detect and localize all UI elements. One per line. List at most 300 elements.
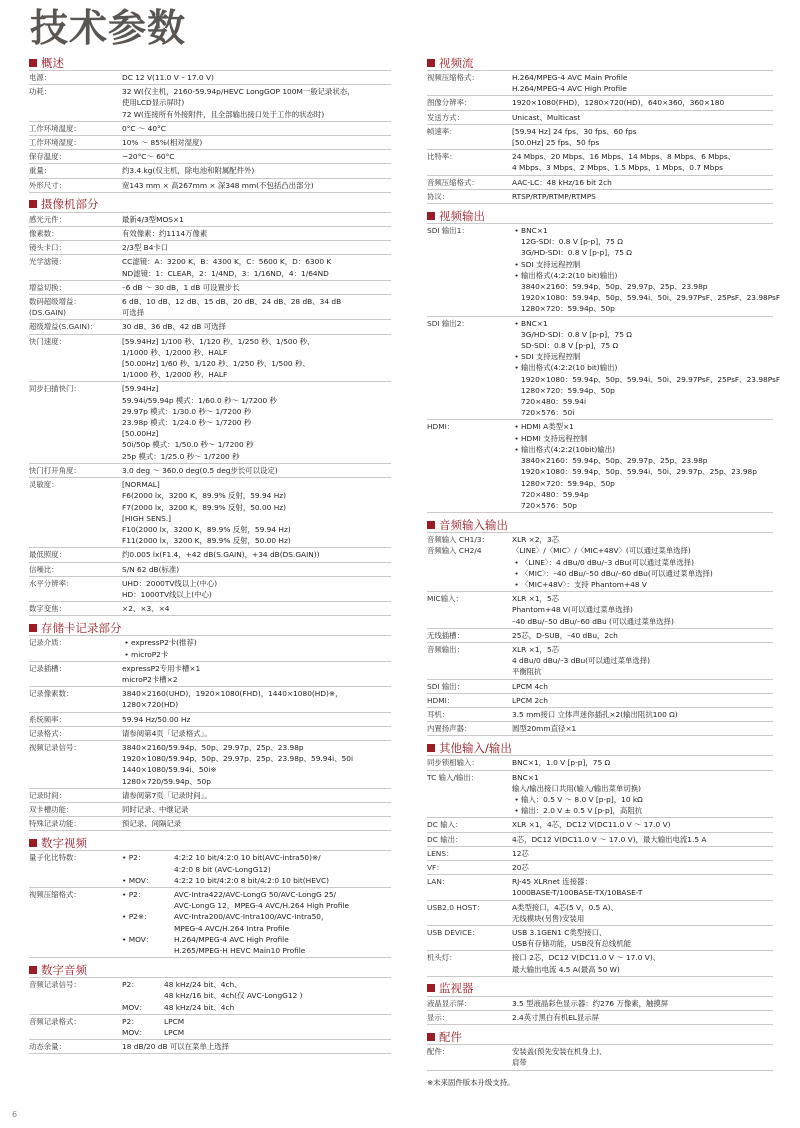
- spec-value: [512, 72, 773, 94]
- spec-label: TC 输入/输出：: [427, 772, 479, 782]
- bullet-text: 输出：2.0 V ± 0.5 V [p-p]，高阻抗: [521, 806, 643, 816]
- spec-row: [427, 629, 773, 643]
- spec-value: [512, 1012, 773, 1023]
- bullet-dot-icon: •: [514, 579, 519, 589]
- value-line: 72 W(连接所有外接附件，且全部输出接口处于工作的状态时): [122, 109, 325, 119]
- bullet-dot-icon: •: [514, 433, 519, 443]
- spec-value: [512, 834, 773, 845]
- square-bullet-icon: [427, 744, 435, 752]
- value-line: 3.5 型液晶彩色显示器：约276 万像素，触摸屏: [512, 998, 669, 1008]
- sub-item: [122, 889, 391, 900]
- spec-row: [427, 1045, 773, 1070]
- square-bullet-icon: [29, 624, 37, 632]
- spec-label: 感光元件：: [29, 214, 66, 224]
- sub-item: [122, 911, 391, 922]
- spec-row: [29, 335, 391, 383]
- spec-value: [122, 663, 391, 685]
- value-line: F11(2000 lx，3200 K，89.9% 反射，50.00 Hz): [122, 536, 291, 546]
- sub-value: AVC-LongG 12，MPEG-4 AVC/H.264 High Profile: [174, 901, 350, 911]
- spec-row: [29, 478, 391, 548]
- value-line: 有效像素：约1114万像素: [122, 229, 208, 239]
- spec-value: [512, 772, 773, 817]
- section-accessories: [427, 1029, 773, 1070]
- spec-row: [427, 125, 773, 150]
- sub-key: • P2：: [122, 889, 146, 899]
- spec-value: [122, 336, 391, 381]
- value-line: [50.0Hz] 25 fps、50 fps: [512, 138, 600, 148]
- square-bullet-icon: [427, 984, 435, 992]
- spec-label: 快门打开角度：: [29, 465, 81, 475]
- sub-key: P2：: [122, 980, 139, 990]
- value-line: 宽143 mm × 高267mm × 深348 mm(不包括凸出部分): [122, 180, 314, 190]
- spec-label: 量子化比特数：: [29, 853, 81, 863]
- spec-row: [29, 577, 391, 602]
- section-heading: [427, 1029, 773, 1045]
- spec-row: [29, 563, 391, 577]
- section-title: 摄像机部分: [41, 197, 99, 212]
- spec-row: [29, 1040, 391, 1054]
- section-audio-io: [427, 517, 773, 736]
- bullet-item: [512, 794, 773, 805]
- bullet-text: expressP2卡(推荐): [131, 638, 197, 648]
- sub-value: H.264/MPEG-4 AVC High Profile: [174, 934, 289, 944]
- value-line: 音频输入 CH2/4: [427, 546, 482, 556]
- square-bullet-icon: [29, 966, 37, 974]
- section-streaming: [427, 55, 773, 204]
- spec-row: [427, 150, 773, 175]
- bullet-text: 输出格式(4:2:2(10 bit)输出): [521, 363, 618, 373]
- spec-value: [122, 688, 391, 710]
- spec-value: [122, 637, 391, 659]
- spec-label: 灵敏度：: [29, 480, 59, 490]
- value-line: XLR ×1，5芯: [512, 594, 560, 604]
- section-title: 存储卡记录部分: [41, 620, 122, 635]
- value-line: [HIGH SENS.]: [122, 513, 172, 523]
- value-line: 1000BASE-T/100BASE-TX/10BASE-T: [512, 888, 643, 898]
- value-line: 32 W(仅主机，2160-59.94p/HEVC LongGOP 100M一般记录状态，: [122, 87, 355, 97]
- spec-value: [512, 723, 773, 734]
- spec-row: [427, 96, 773, 110]
- spec-row: [427, 847, 773, 861]
- value-line: 最新4/3型MOS×1: [122, 214, 184, 224]
- section-heading: [427, 55, 773, 71]
- section-heading: [427, 517, 773, 533]
- bullet-dot-icon: •: [124, 638, 129, 648]
- spec-value: [122, 479, 391, 546]
- value-line: 肩带: [512, 1058, 527, 1068]
- spec-value: [122, 86, 391, 120]
- value-line: [59.94Hz]: [122, 384, 159, 394]
- spec-label: 工作环境温度：: [29, 123, 81, 133]
- bullet-item: [512, 557, 773, 568]
- bullet-text: BNC×1: [521, 318, 548, 328]
- spec-row: [427, 861, 773, 875]
- square-bullet-icon: [427, 521, 435, 529]
- spec-row: [29, 213, 391, 227]
- sub-value: 48 kHz/24 bit、4ch: [164, 1002, 235, 1012]
- spec-value: [122, 578, 391, 600]
- sub-item: [122, 945, 391, 956]
- value-line: 3.0 deg ～ 360.0 deg(0.5 deg步长可以设定): [122, 465, 278, 475]
- value-line: 2.4英寸黑白有机EL显示屏: [512, 1013, 600, 1023]
- spec-value: [512, 177, 773, 188]
- spec-row: [29, 636, 391, 661]
- section-heading: [29, 197, 391, 213]
- section-heading: [427, 981, 773, 997]
- value-line: H.264/MPEG-4 AVC High Profile: [512, 84, 627, 94]
- value-line: 0°C ～ 40°C: [122, 123, 166, 133]
- spec-label: USB2.0 HOST：: [427, 902, 485, 912]
- spec-value: [512, 97, 773, 108]
- section-title: 数字音频: [41, 962, 87, 977]
- spec-row: [29, 241, 391, 255]
- spec-row: [427, 926, 773, 951]
- spec-row: [427, 190, 773, 204]
- bullet-text: 〈MIC〉：–40 dBu/–50 dBu/–60 dBu(可以通过菜单选择): [521, 568, 713, 578]
- spec-label: DC 输出：: [427, 834, 463, 844]
- spec-value: [122, 72, 391, 83]
- bullet-dot-icon: •: [514, 444, 519, 454]
- bullet-dot-icon: •: [124, 649, 129, 659]
- value-line: F7(2000 lx，3200 K，89.9% 反射，50.00 Hz): [122, 502, 287, 512]
- value-line: LPCM 4ch: [512, 681, 548, 691]
- value-line: 预记录、间隔记录: [122, 819, 182, 829]
- bullet-text: HDMI A类型×1: [521, 422, 574, 432]
- bullet-item: [512, 225, 780, 236]
- bullet-text: 〈MIC+48V〉：支持 Phantom+48 V: [521, 579, 647, 589]
- spec-row: [427, 997, 773, 1011]
- spec-value: [122, 214, 391, 225]
- value-line: 3840×2160(UHD)，1920×1080(FHD)，1440×1080(HD)※，: [122, 689, 343, 699]
- sub-key: • MOV：: [122, 875, 154, 885]
- spec-row: [29, 227, 391, 241]
- section-title: 配件: [439, 1029, 462, 1044]
- spec-row: [29, 150, 391, 164]
- bullet-text: HDMI 支持远程控制: [521, 433, 588, 443]
- section-title: 数字视频: [41, 835, 87, 850]
- spec-value: [122, 790, 391, 801]
- section-title: 其他输入/输出: [439, 740, 512, 755]
- spec-label: 音频输出：: [427, 644, 464, 654]
- value-line: 1280×720：59.94p、50p: [521, 478, 615, 488]
- spec-label: 发送方式：: [427, 112, 464, 122]
- value-line: LPCM 2ch: [512, 695, 548, 705]
- value-line: 3840×2160：59.94p、50p、29.97p、25p、23.98p: [521, 456, 708, 466]
- value-line: [50.00Hz]: [122, 429, 159, 439]
- spec-row: [29, 255, 391, 280]
- spec-label: MIC输入：: [427, 594, 463, 604]
- spec-label: 快门速度：: [29, 336, 66, 346]
- value-line: A类型接口，4芯(5 V，0.5 A)、: [512, 902, 618, 912]
- value-line: H.264/MPEG-4 AVC Main Profile: [512, 73, 628, 82]
- bullet-text: microP2卡: [131, 649, 169, 659]
- bullet-dot-icon: •: [514, 226, 519, 236]
- spec-row: [427, 317, 781, 421]
- spec-value: [512, 1046, 773, 1068]
- sub-value: LPCM: [164, 1016, 185, 1026]
- spec-row: [427, 901, 773, 926]
- spec-label: 配件：: [427, 1047, 450, 1057]
- sub-key: MOV：: [122, 1002, 147, 1012]
- spec-label: 记录介质：: [29, 638, 66, 648]
- spec-label: 同步扫描快门：: [29, 384, 81, 394]
- spec-label: 音频记录格式：: [29, 1016, 81, 1026]
- value-line: USB 3.1GEN1 C类型接口、: [512, 928, 607, 937]
- spec-row: [427, 708, 773, 722]
- spec-value: [512, 126, 773, 148]
- spec-label: [427, 534, 512, 590]
- spec-value: [512, 318, 780, 419]
- spec-value: [122, 804, 391, 815]
- sub-key: [122, 945, 174, 956]
- sub-value: AVC-Intra200/AVC-Intra100/AVC-Intra50，: [174, 912, 329, 922]
- spec-label: 内置扬声器：: [427, 724, 472, 734]
- value-line: 1920×1080：59.94p、50p、59.94i、50i、29.97p、25p、23.98p: [521, 467, 757, 477]
- value-line: 720×480：59.94p: [521, 489, 589, 499]
- spec-label: 像素数：: [29, 229, 59, 239]
- spec-value: [512, 225, 780, 315]
- section-title: 监视器: [439, 981, 474, 996]
- spec-row: [29, 179, 391, 193]
- value-line: 平衡阻抗: [512, 667, 542, 677]
- spec-label: 信噪比：: [29, 564, 59, 574]
- spec-label: SDI 输出2：: [427, 318, 469, 328]
- value-line: 音频输入 CH1/3：: [427, 535, 489, 545]
- value-line: 1280×720/59.94p、50p: [122, 776, 211, 786]
- spec-label: LAN：: [427, 877, 450, 887]
- bullet-text: 输出格式(4:2:2(10 bit)输出): [521, 270, 618, 280]
- value-line: S/N 62 dB(标准): [122, 564, 180, 574]
- spec-value: [512, 593, 773, 627]
- spec-label: 工作环境湿度：: [29, 138, 81, 148]
- value-line: 30 dB、36 dB、42 dB 可选择: [122, 322, 226, 332]
- spec-row: [29, 382, 391, 463]
- value-line: AAC-LC：48 kHz/16 bit 2ch: [512, 177, 612, 187]
- spec-label: 光学滤镜：: [29, 257, 66, 267]
- spec-value: [512, 151, 773, 173]
- bullet-text: SDI 支持远程控制: [521, 259, 581, 269]
- sub-key: • P2※：: [122, 912, 152, 922]
- spec-label: HDMI：: [427, 695, 455, 705]
- sub-item: [122, 934, 391, 945]
- value-line: Unicast、Multicast: [512, 112, 581, 122]
- footnote: ※未来固件版本升级支持。: [427, 1077, 515, 1087]
- spec-value: [122, 852, 391, 886]
- spec-row: [29, 713, 391, 727]
- sub-item: [122, 875, 391, 886]
- sub-key: P2：: [122, 1016, 139, 1026]
- spec-label: 显示：: [427, 1013, 450, 1023]
- value-line: 10% ～ 85%(相对湿度): [122, 138, 203, 148]
- spec-label: 视频压缩格式：: [427, 73, 479, 82]
- value-line: 3.5 mm接口 立体声迷你插孔×2(输出阻抗100 Ω): [512, 709, 678, 719]
- spec-row: [427, 592, 773, 629]
- value-line: 〈LINE〉/〈MIC〉/〈MIC+48V〉(可以通过菜单选择): [512, 546, 691, 556]
- sub-key: [122, 990, 164, 1001]
- spec-label: 记录像素数：: [29, 689, 74, 699]
- bullet-text: 输出格式(4:2:2(10bit)输出): [521, 444, 616, 454]
- spec-value: [122, 714, 391, 725]
- spec-row: [29, 662, 391, 687]
- spec-label: 比特率：: [427, 152, 457, 162]
- spec-value: [122, 728, 391, 739]
- spec-row: [29, 741, 391, 789]
- spec-row: [29, 789, 391, 803]
- spec-value: [122, 123, 391, 134]
- value-line: ×2、×3、×4: [122, 604, 170, 614]
- spec-row: [29, 85, 391, 122]
- spec-label: 动态余量：: [29, 1042, 66, 1052]
- section-video-output: [427, 208, 781, 513]
- value-line: −20°C～ 60°C: [122, 152, 175, 162]
- value-line: 24 Mbps、20 Mbps、16 Mbps、14 Mbps、8 Mbps、6 Mbps、: [512, 152, 736, 162]
- spec-row: [427, 818, 773, 832]
- value-line: 2/3型 B4卡口: [122, 243, 169, 253]
- spec-value: [122, 603, 391, 614]
- spec-row: [427, 875, 773, 900]
- spec-row: [427, 643, 773, 680]
- section-heading: [29, 620, 391, 636]
- value-line: 无线模块(另售)安装用: [512, 913, 585, 923]
- value-line: 59.94i/59.94p 模式：1/60.0 秒～ 1/7200 秒: [122, 395, 277, 405]
- bullet-item: [512, 259, 780, 270]
- spec-row: [427, 1011, 773, 1025]
- section-heading: [29, 55, 391, 71]
- spec-label: USB DEVICE：: [427, 928, 480, 937]
- page-title: 技术参数: [30, 6, 187, 50]
- value-line: HD：1000TV线以上(中心): [122, 589, 212, 599]
- spec-value: [122, 321, 391, 332]
- value-line: 20芯: [512, 862, 529, 872]
- value-line: 可选择: [122, 308, 145, 318]
- spec-value: [512, 862, 773, 873]
- spec-row: [29, 71, 391, 85]
- spec-label: 液晶显示屏：: [427, 998, 472, 1008]
- spec-row: [29, 803, 391, 817]
- sub-item: [122, 1027, 391, 1038]
- value-line: expressP2专用卡槽×1: [122, 663, 201, 673]
- value-line: 数码超级增益：: [29, 297, 81, 307]
- value-line: 请参阅第4页「记录格式」。: [122, 728, 212, 738]
- square-bullet-icon: [427, 212, 435, 220]
- spec-label: 帧速率：: [427, 126, 457, 136]
- spec-row: [29, 851, 391, 888]
- value-line: –6 dB ～ 30 dB，1 dB 可设置步长: [122, 282, 240, 292]
- value-line: DC 12 V(11.0 V – 17.0 V): [122, 73, 214, 82]
- section-monitor: [427, 981, 773, 1025]
- value-line: 1/1000 秒、1/2000 秒、HALF: [122, 370, 228, 380]
- section-digital-audio: [29, 962, 391, 1054]
- spec-row: [427, 111, 773, 125]
- bullet-dot-icon: •: [514, 270, 519, 280]
- value-line: 1280×720：59.94p、50p: [521, 385, 615, 395]
- bullet-text: 〈LINE〉：4 dBu/0 dBu/–3 dBu(可以通过菜单选择): [521, 557, 695, 567]
- page-number: 6: [12, 1110, 18, 1119]
- spec-value: [512, 819, 773, 830]
- value-line: 50i/50p 模式：1/50.0 秒～ 1/7200 秒: [122, 440, 254, 450]
- sub-key: [122, 900, 174, 911]
- spec-value: [512, 630, 773, 641]
- value-line: SD-SDI：0.8 V [p-p]，75 Ω: [521, 341, 619, 351]
- square-bullet-icon: [29, 59, 37, 67]
- spec-label: 机头灯：: [427, 953, 457, 963]
- bullet-item: [122, 649, 391, 660]
- bullet-item: [512, 362, 780, 373]
- value-line: CC滤镜：A：3200 K，B：4300 K，C：5600 K，D：6300 K: [122, 257, 332, 267]
- spec-label: 最低照度：: [29, 550, 66, 560]
- bullet-dot-icon: •: [514, 259, 519, 269]
- value-line: –40 dBu/–50 dBu/–60 dBu (可以通过菜单选择): [512, 616, 674, 626]
- square-bullet-icon: [29, 200, 37, 208]
- spec-row: [29, 687, 391, 712]
- spec-label: [29, 296, 122, 318]
- sub-value: MPEG-4 AVC/H.264 Intra Profile: [174, 923, 290, 933]
- value-line: 720×576：50p: [521, 500, 577, 510]
- spec-label: 同步锁相输入：: [427, 758, 479, 768]
- value-line: (DS.GAIN): [29, 308, 66, 318]
- spec-value: [512, 695, 773, 706]
- spec-value: [512, 952, 773, 974]
- value-line: UHD：2000TV线以上(中心): [122, 578, 218, 588]
- spec-label: VF：: [427, 862, 444, 872]
- spec-value: [122, 383, 391, 461]
- spec-label: 无线插槽：: [427, 630, 464, 640]
- spec-label: 记录插槽：: [29, 663, 66, 673]
- sub-key: [122, 864, 174, 875]
- value-line: [59.94Hz] 1/100 秒、1/120 秒、1/250 秒、1/500 秒、: [122, 336, 315, 346]
- value-line: 1440×1080/59.94i、50i※: [122, 765, 217, 775]
- sub-key: • MOV：: [122, 934, 154, 944]
- section-title: 视频输出: [439, 208, 485, 223]
- value-line: F10(2000 lx，3200 K，89.9% 反射，59.94 Hz): [122, 524, 291, 534]
- value-line: 4 Mbps、3 Mbps、2 Mbps、1.5 Mbps、1 Mbps、0.7 Mbps: [512, 163, 724, 173]
- spec-value: [122, 979, 391, 1013]
- spec-row: [29, 295, 391, 320]
- spec-label: 外形尺寸：: [29, 180, 66, 190]
- section-heading: [29, 962, 391, 978]
- spec-row: [427, 833, 773, 847]
- spec-label: 图像分辨率：: [427, 98, 472, 108]
- spec-value: [512, 709, 773, 720]
- bullet-text: 输入：0.5 V ～ 8.0 V [p-p]，10 kΩ: [521, 794, 643, 804]
- section-heading: [427, 740, 773, 756]
- value-line: 25p 模式：1/25.0 秒～ 1/7200 秒: [122, 451, 240, 461]
- value-line: 请参阅第7页「记录时间」。: [122, 790, 212, 800]
- spec-row: [29, 978, 391, 1015]
- spec-label: 数字变焦：: [29, 604, 66, 614]
- spec-label: 水平分辨率：: [29, 578, 74, 588]
- spec-value: [512, 876, 773, 898]
- sub-value: H.265/MPEG-H HEVC Main10 Profile: [174, 946, 306, 955]
- value-line: 1920×1080：59.94p、50p、59.94i、50i、29.97PsF、25PsF、23.98PsF: [521, 374, 781, 384]
- sub-value: 48 kHz/16 bit、4ch(仅 AVC-LongG12 ): [164, 991, 303, 1001]
- value-line: 约3.4 kg(仅主机，除电池和附属配件外): [122, 166, 255, 176]
- section-overview: [29, 55, 391, 193]
- sub-value: 4:2:2 10 bit/4:2:0 8 bit/4:2:0 10 bit(HEVC): [174, 875, 329, 885]
- spec-label: HDMI：: [427, 422, 455, 432]
- value-line: 720×576：50i: [521, 408, 575, 418]
- spec-value: [512, 681, 773, 692]
- spec-row: [427, 71, 773, 96]
- bullet-item: [512, 270, 780, 281]
- sub-value: 4:2:0 8 bit (AVC-LongG12): [174, 864, 271, 874]
- spec-value: [122, 228, 391, 239]
- bullet-item: [512, 421, 773, 432]
- spec-row: [427, 771, 773, 819]
- bullet-item: [512, 318, 780, 329]
- sub-item: [122, 864, 391, 875]
- spec-value: [512, 902, 773, 924]
